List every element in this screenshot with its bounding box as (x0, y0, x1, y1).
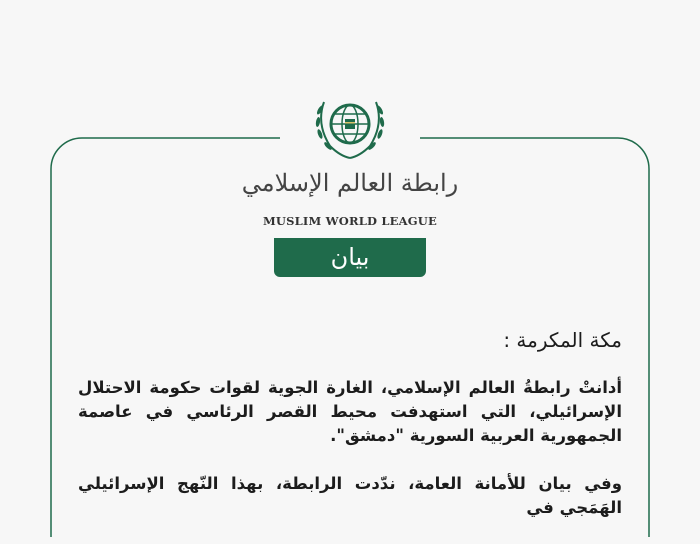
logo-name-arabic: رابطة العالم الإسلامي (241, 169, 459, 197)
statement-body (78, 322, 622, 544)
logo-name-english: MUSLIM WORLD LEAGUE (262, 214, 437, 228)
paragraph: أدانتْ رابطةُ العالم الإسلامي، الغارة الجوية لقوات حكومة الاحتلال الإسرائيلي، التي استهدفت محيط القصر الرئاسي في عاصمة الجمهورية العربية السورية "دمشق". (78, 378, 622, 445)
paragraph: وفي بيان للأمانة العامة، ندّدت الرابطة، بهذا النّهج الإسرائيلي الهَمَجي في (78, 474, 622, 517)
document-type-banner: بيان (274, 238, 426, 277)
dateline-place: مكة المكرمة : (503, 328, 622, 352)
globe-wreath-logo-icon (310, 86, 390, 166)
